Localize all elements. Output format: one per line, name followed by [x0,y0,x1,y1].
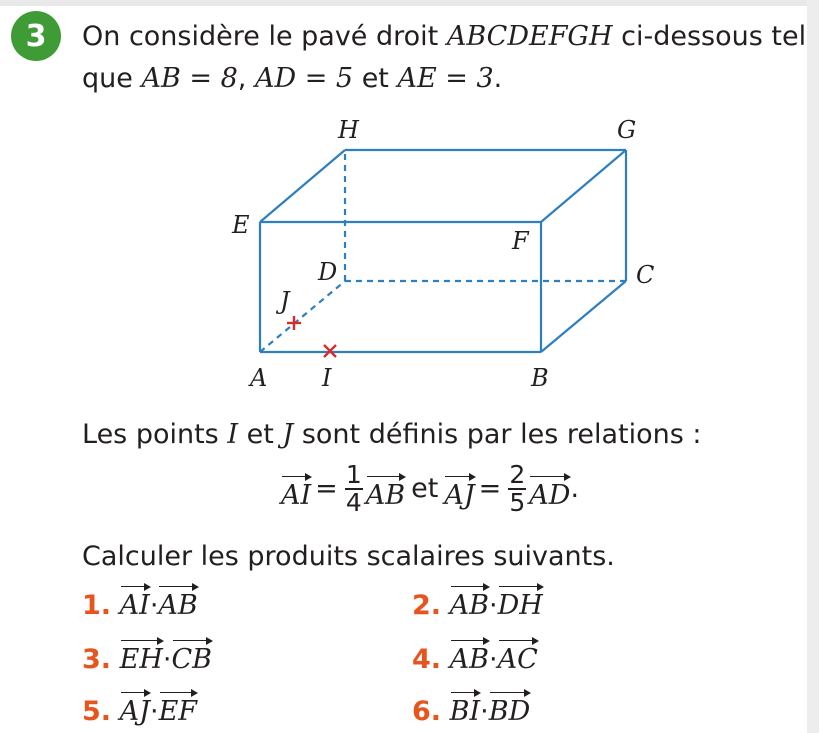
vertex-label-b: B [531,364,549,392]
definition-suffix: sont définis par les relations : [301,419,702,450]
dot-operator: · [149,696,159,727]
question-3 [82,634,212,677]
dot-operator: · [480,696,489,727]
dot-operator: · [488,590,498,621]
question-vector-u: AJ [120,686,150,725]
solid-name: ABCDEFGH [446,21,613,52]
intro-period: . [493,63,503,94]
task-instruction: Calculer les produits scalaires suivants. [82,541,615,572]
equations-connector: et [411,473,439,504]
vector-ai: AI [281,470,311,509]
question-5 [82,686,197,729]
point-label-j: J [280,287,290,315]
fraction-1-numerator: 1 [345,460,362,489]
question-vector-v: AB [158,580,197,619]
fraction-1-denominator: 4 [345,488,362,517]
definition-point-j: J [282,419,294,450]
cuboid-edges [260,150,626,352]
question-vector-u: AI [120,580,150,619]
vertex-label-d: D [318,258,338,286]
question-number: 6. [412,696,442,727]
vector-aj: AJ [444,470,474,509]
intro-line-2: que AB = 8, AD = 5 et AE = 3. [82,63,503,94]
edge-eh [260,150,345,222]
edge-cb [541,281,626,352]
question-6 [412,686,530,729]
question-vector-u: BI [450,686,481,725]
dot-operator: · [162,644,172,675]
vertex-label-a: A [250,364,268,392]
intro-conjunction: et [361,63,389,94]
question-1 [82,580,198,623]
vertex-label-h: H [338,116,359,144]
question-vector-v: BD [489,686,531,725]
equals-sign-2: = [478,473,502,504]
intro-text-before: On considère le pavé droit [82,21,439,52]
fraction-2-numerator: 2 [509,460,526,489]
exercise-number: 3 [25,18,47,54]
fraction-two-fifths [508,462,526,516]
vertex-label-g: G [617,116,637,144]
question-vector-v: CB [172,634,213,673]
definition-equations [281,462,579,516]
question-number: 1. [82,590,112,621]
dimension-ae: AE = 3 [397,63,494,94]
question-vector-v: EF [159,686,197,725]
question-vector-u: AB [450,634,489,673]
fraction-2-denominator: 5 [509,488,526,517]
dot-operator: · [488,644,498,675]
question-number: 2. [412,590,442,621]
dimension-ad: AD = 5 [254,63,354,94]
question-vector-v: DH [498,580,543,619]
vector-ab: AB [366,470,405,509]
question-vector-u: EH [120,634,163,673]
question-number: 4. [412,644,442,675]
question-4 [412,634,538,677]
definition-connector: et [246,419,274,450]
definition-prefix: Les points [82,419,219,450]
vertex-label-f: F [512,227,529,255]
equals-sign-1: = [315,473,338,504]
question-vector-v: AC [498,634,538,673]
intro-text-after: ci-dessous tel [621,21,807,52]
intro-word-que: que [82,63,133,94]
question-2 [412,580,543,623]
vertex-label-c: C [636,261,655,289]
equations-period: . [570,473,580,504]
fraction-one-quarter [345,462,363,516]
edge-gf [541,150,626,222]
dot-operator: · [149,590,159,621]
vertex-label-e: E [232,211,250,239]
question-number: 3. [82,644,112,675]
vector-ad: AD [529,470,570,509]
point-label-i: I [322,364,332,392]
definition-point-i: I [227,419,239,450]
definition-sentence [82,418,702,452]
dimension-ab: AB = 8 [141,63,238,94]
question-number: 5. [82,696,112,727]
edge-ad-hidden [260,281,345,352]
question-vector-u: AB [450,580,489,619]
